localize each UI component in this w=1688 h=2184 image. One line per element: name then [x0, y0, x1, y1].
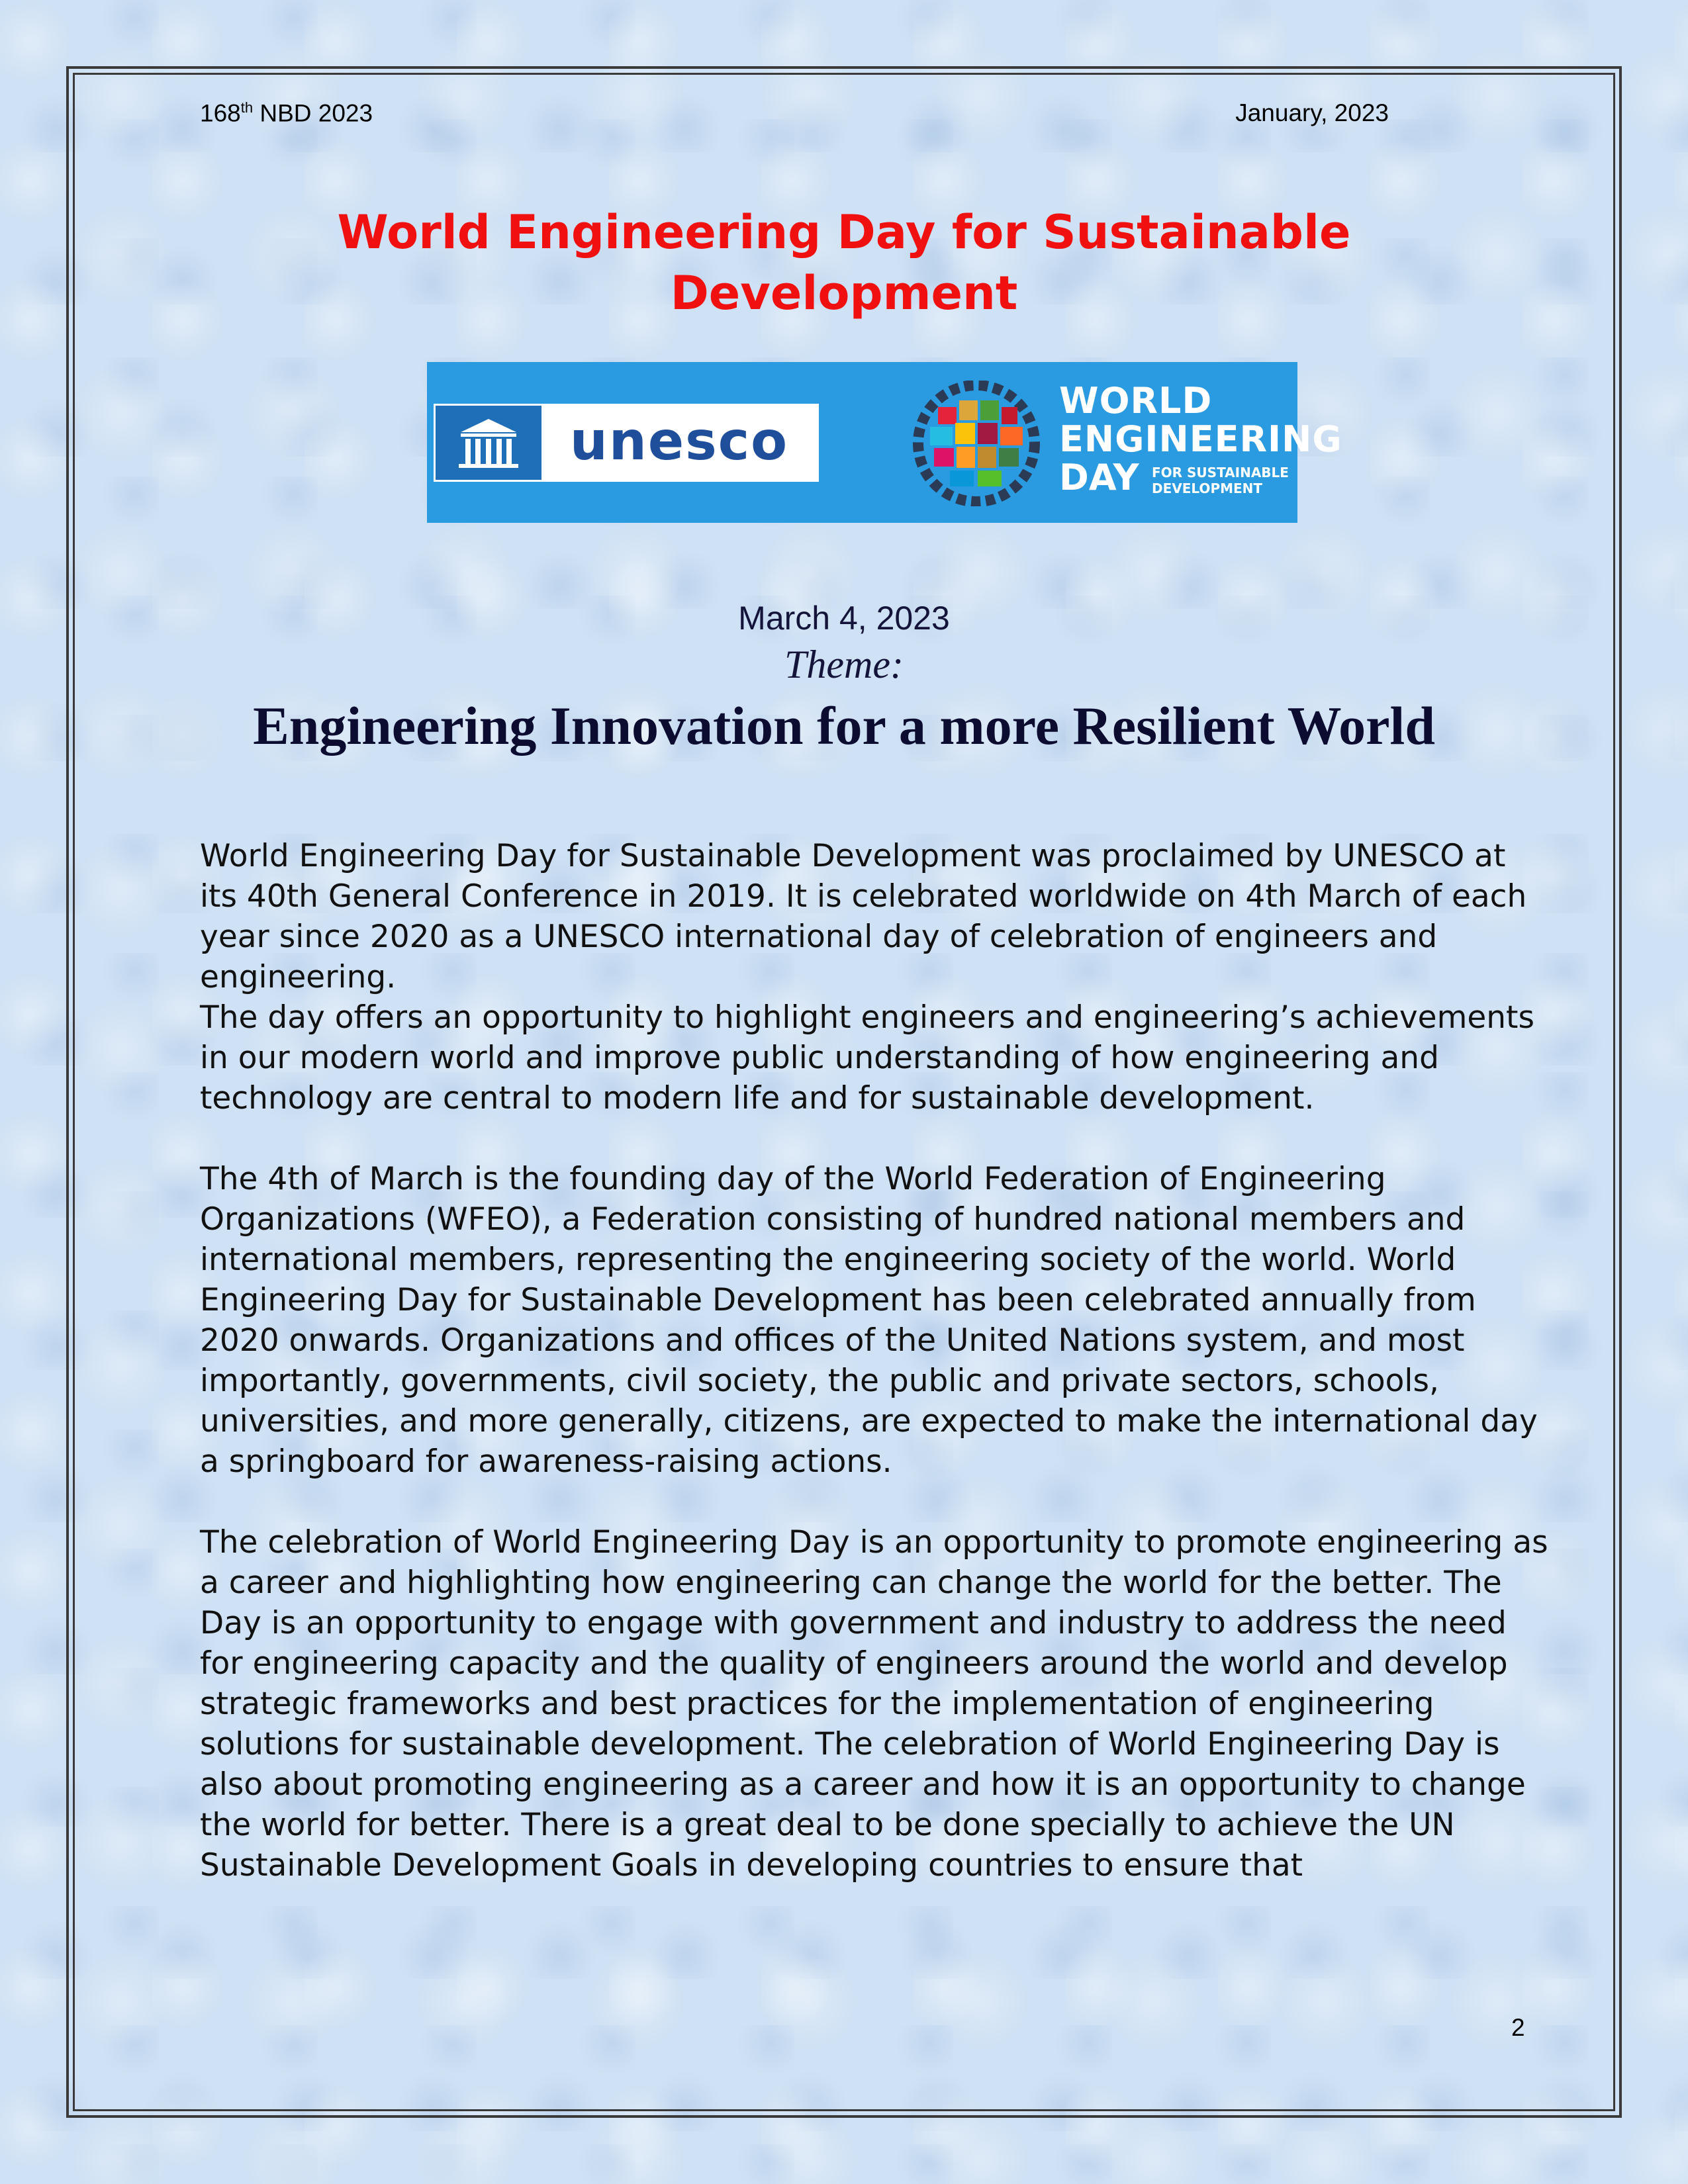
theme-label: Theme:: [784, 643, 904, 686]
article-body: [200, 836, 1550, 1886]
theme-title: Engineering Innovation for a more Resilient World: [253, 696, 1435, 756]
page-title: [199, 202, 1489, 324]
unesco-wordmark: unesco: [541, 406, 817, 480]
wed-wordmark: [1059, 382, 1342, 459]
paragraph-opportunity: The day offers an opportunity to highlight engineers and engineering’s achievements in our modern world and improve public understanding of how engineering and technology are central to modern life and for sustainable development.: [200, 999, 1534, 1116]
event-date: March 4, 2023: [738, 600, 950, 637]
page-title-line2: Development: [670, 266, 1018, 320]
issue-label: NBD 2023: [253, 99, 373, 127]
page-title-line1: World Engineering Day for Sustainable: [337, 205, 1351, 259]
event-banner: [427, 362, 1342, 523]
issue-ordinal-suffix: th: [240, 99, 254, 116]
issue-number: 168: [200, 99, 241, 127]
paragraph-wfeo: The 4th of March is the founding day of the World Federation of Engineering Organizations (WFEO), a Federation consisting of hundred national members and international members, representing the engineering society of the world. World Engineering Day for Sustainable Development has been celebrated annually from 2020 onwards. Organizations and offices of the United Nations system, and most importantly, governments, civil society, the public and private sectors, schools, universities, and more generally, citizens, are expected to make the international day a springboard for awareness-raising actions.: [200, 1161, 1538, 1480]
paragraph-celebration: The celebration of World Engineering Day is an opportunity to promote engineering as a career and highlighting how engineering can change the world for the better. The Day is an opportunity to engage with government and industry to address the need for engineering capacity and the quality of engineers around the world and develop strategic frameworks and best practices for the implementation of engineering solutions for sustainable development. The celebration of World Engineering Day is also about promoting engineering as a career and how it is an opportunity to change the world for better. There is a great deal to be done specially to achieve the UN Sustainable Development Goals in developing countries to ensure that: [200, 1524, 1548, 1884]
wed-line-day: DAY: [1059, 457, 1139, 498]
globe-gear-icon: [910, 381, 1043, 506]
wed-subtitle: [1152, 465, 1289, 496]
page-number: 2: [1511, 2014, 1525, 2041]
wed-line-world: WORLD: [1059, 380, 1213, 422]
header-issue: [200, 99, 373, 127]
unesco-logo: [434, 404, 819, 482]
temple-icon: [436, 406, 541, 480]
wed-subtitle-line1: FOR SUSTAINABLE: [1152, 465, 1289, 480]
paragraph-proclamation: World Engineering Day for Sustainable Development was proclaimed by UNESCO at its 40th General Conference in 2019. It is celebrated worldwide on 4th March of each year since 2020 as a UNESCO international day of celebration of engineers and engineering.: [200, 838, 1527, 995]
header-date: January, 2023: [1235, 99, 1389, 126]
wed-line-engineering: ENGINEERING: [1059, 418, 1342, 460]
wed-subtitle-line2: DEVELOPMENT: [1152, 480, 1263, 496]
